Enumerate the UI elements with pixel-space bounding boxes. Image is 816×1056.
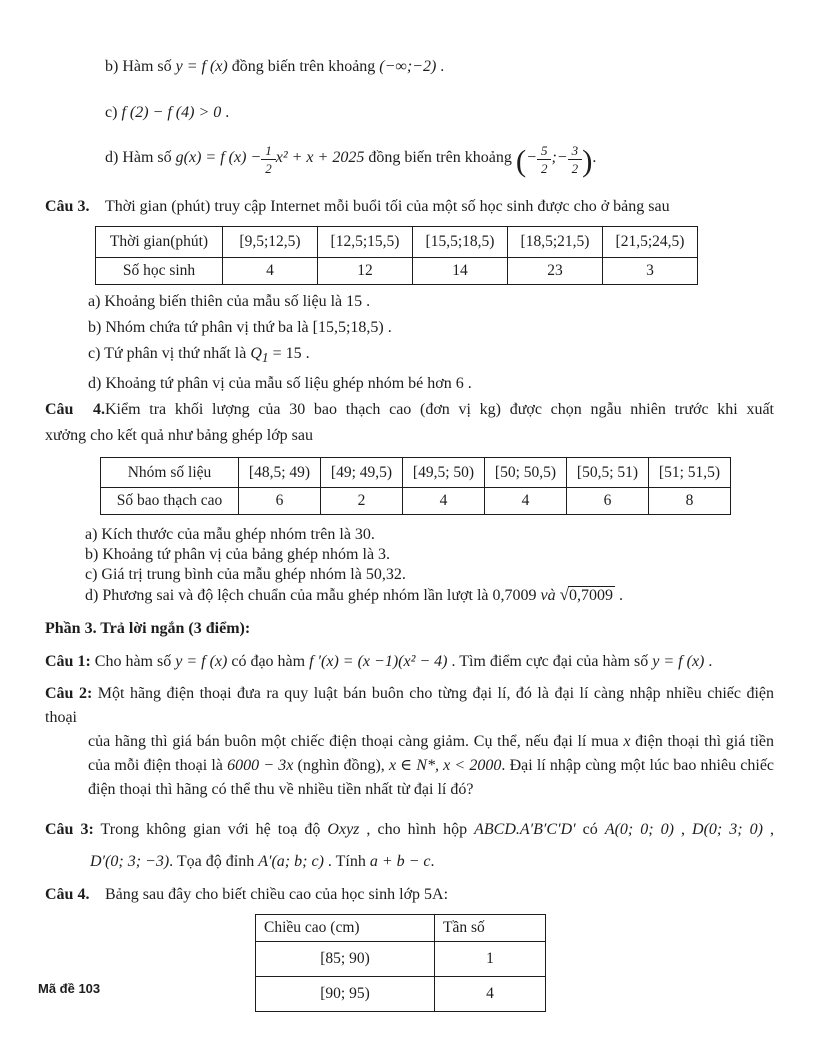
semicolon: ; xyxy=(551,149,557,166)
math-expression: y = f (x) xyxy=(175,58,228,75)
table-cell: 4 xyxy=(435,977,546,1012)
question-4-heading xyxy=(45,399,774,421)
part3-question-3 xyxy=(45,814,774,878)
close-paren: ) xyxy=(582,143,593,178)
question-3-label: Câu 3. xyxy=(45,198,90,215)
math-interval: (−∞;−2) xyxy=(379,58,437,75)
math-price-expression: 6000 − 3x xyxy=(227,757,294,775)
question-4-intro-line2: xưởng cho kết quả như bảng ghép lớp sau xyxy=(45,427,313,445)
math-point-A-prime: A′(a; b; c) xyxy=(258,853,324,871)
table-cell: [85; 90) xyxy=(256,942,435,977)
statement-2b-mid: đồng biến trên khoảng xyxy=(227,58,380,75)
part3-q4-label: Câu 4. xyxy=(45,886,90,904)
fraction-five-halves: $\frac{5}{2}$ xyxy=(537,144,552,175)
part3-q2-line1: Câu 2: Một hãng điện thoại đưa ra quy luật bán buôn cho từng đại lí, đó là đại lí càng nhập nhiều chiếc điện thoại xyxy=(45,685,774,727)
table-cell: 12 xyxy=(318,258,413,285)
part3-question-2 xyxy=(45,682,774,802)
math-point-D-prime: D′(0; 3; −3) xyxy=(90,853,170,871)
math-oxyz: Oxyz xyxy=(327,821,360,839)
math-derivative: f ′(x) = (x −1)(x² − 4) xyxy=(309,653,448,671)
math-expression: y = f (x) xyxy=(652,653,705,671)
question-4-statements xyxy=(85,525,774,606)
table-cell: 4 xyxy=(223,258,318,285)
statement-4c: c) Giá trị trung bình của mẫu ghép nhóm là 50,32. xyxy=(85,566,406,584)
math-point-A: A(0; 0; 0) xyxy=(604,821,674,839)
math-domain-condition: x ∈ N*, x < 2000 xyxy=(388,757,502,775)
table-row xyxy=(256,915,546,942)
table-row xyxy=(256,977,546,1012)
statement-2c-suffix: . xyxy=(221,104,230,121)
statement-2d-text: d) Hàm số xyxy=(105,149,176,166)
statement-4b: b) Khoảng tứ phân vị của bảng ghép nhóm là 3. xyxy=(85,546,391,564)
table-cell: 14 xyxy=(413,258,508,285)
statement-3c: c) Tứ phân vị thứ nhất là $Q_1 = 15$ . xyxy=(88,345,310,366)
math-expression: g(x) = f (x) − xyxy=(175,149,262,166)
height-frequency-table xyxy=(255,914,546,1012)
table-row-label: Số học sinh xyxy=(96,258,223,285)
table-row xyxy=(256,942,546,977)
part3-q2-label: Câu 2: xyxy=(45,685,93,703)
part3-q2-line4: điện thoại thì hãng có thể thu về nhiều tiền nhất từ đại lí đó? xyxy=(88,781,474,799)
open-paren: ( xyxy=(515,143,527,178)
table-row xyxy=(101,488,731,515)
part3-q4-intro: Bảng sau đây cho biết chiều cao của học sinh lớp 5A: xyxy=(105,886,449,904)
table-header-cell: [50; 50,5) xyxy=(485,458,567,488)
table-header-cell: [49,5; 50) xyxy=(403,458,485,488)
table-cell: 1 xyxy=(435,942,546,977)
math-expression: y = f (x) xyxy=(175,653,228,671)
part3-q2-line2: của hãng thì giá bán buôn một chiếc điện thoại càng giảm. Cụ thể, nếu đại lí mua x điện thoại thì giá tiền xyxy=(88,733,775,751)
table-header-cell: Nhóm số liệu xyxy=(101,458,239,488)
table-row xyxy=(101,458,731,488)
part3-question-1: Câu 1: Cho hàm số y = f (x) có đạo hàm f ′(x) = (x −1)(x² − 4) . Tìm điểm cực đại của hàm số y = f (x) . xyxy=(45,653,713,671)
minus-sign: − xyxy=(556,149,568,166)
table-cell: 4 xyxy=(485,488,567,515)
table-header-cell: [51; 51,5) xyxy=(649,458,731,488)
table-row xyxy=(96,227,698,258)
part3-question-4 xyxy=(45,884,774,906)
table-cell: 23 xyxy=(508,258,603,285)
question-3-intro: Thời gian (phút) truy cập Internet mỗi buổi tối của một số học sinh được cho ở bảng sau xyxy=(105,198,670,215)
table-cell: 6 xyxy=(239,488,321,515)
va-italic: và xyxy=(540,587,556,605)
statement-4d: d) Phương sai và độ lệch chuẩn của mẫu ghép nhóm lần lượt là 0,7009 và √0,7009 . xyxy=(85,585,623,605)
math-expression: x² + x + 2025 xyxy=(275,149,365,166)
table-header-cell: [21,5;24,5) xyxy=(603,227,698,258)
statement-2b xyxy=(105,56,774,78)
internet-time-frequency-table xyxy=(95,226,698,285)
table-cell: 3 xyxy=(603,258,698,285)
math-variable-x: x xyxy=(623,733,631,751)
statement-2d-mid: đồng biến trên khoảng xyxy=(364,149,516,166)
table-header-cell: [15,5;18,5) xyxy=(413,227,508,258)
table-cell: [90; 95) xyxy=(256,977,435,1012)
statement-2b-text: b) Hàm số xyxy=(105,58,176,75)
table-header-cell: [48,5; 49) xyxy=(239,458,321,488)
statement-2d xyxy=(105,138,774,178)
table-cell: 4 xyxy=(403,488,485,515)
table-row xyxy=(96,258,698,285)
table-header-cell: [9,5;12,5) xyxy=(223,227,318,258)
fraction-one-half: $\frac{1}{2}$ xyxy=(261,144,276,175)
table-cell: 6 xyxy=(567,488,649,515)
question-4-intro-line1: Kiểm tra khối lượng của 30 bao thạch cao (đơn vị kg) được chọn ngẫu nhiên trước khi xuất xyxy=(105,401,774,419)
math-point-D: D(0; 3; 0) xyxy=(692,821,763,839)
question-4-label: Câu 4. xyxy=(45,401,105,419)
table-header-cell: [18,5;21,5) xyxy=(508,227,603,258)
statement-3b: b) Nhóm chứa tứ phân vị thứ ba là [15,5;18,5) . xyxy=(88,319,392,336)
question-3-heading xyxy=(45,196,774,218)
statement-3d: d) Khoảng tứ phân vị của mẫu số liệu ghép nhóm bé hơn 6 . xyxy=(88,375,472,393)
statement-2d-suffix: . xyxy=(592,149,597,166)
statement-2b-suffix: . xyxy=(436,58,445,75)
part3-q2-line3: của mỗi điện thoại là 6000 − 3x (nghìn đồng), x ∈ N*, x < 2000. Đại lí nhập cùng một lúc bao nhiêu chiếc xyxy=(88,757,775,775)
exam-code-footer: Mã đề 103 xyxy=(38,981,101,996)
fraction-three-halves: $\frac{3}{2}$ xyxy=(568,144,583,175)
math-box-name: ABCD.A′B′C′D′ xyxy=(474,821,576,839)
table-header-cell: [49; 49,5) xyxy=(321,458,403,488)
table-header-cell: Tần số xyxy=(435,915,546,942)
table-header-cell: Chiều cao (cm) xyxy=(256,915,435,942)
minus-sign: − xyxy=(526,149,537,166)
table-header-cell: [12,5;15,5) xyxy=(318,227,413,258)
table-cell: 8 xyxy=(649,488,731,515)
statement-2c xyxy=(105,102,774,124)
part-3-heading: Phần 3. Trả lời ngắn (3 điểm): xyxy=(45,620,251,638)
math-sum-expression: a + b − c xyxy=(369,853,431,871)
statement-3a: a) Khoảng biến thiên của mẫu số liệu là 15 . xyxy=(88,293,371,310)
math-q1: $Q_1$ xyxy=(250,345,269,366)
question-3-statements xyxy=(88,289,774,397)
plaster-bag-weight-table xyxy=(100,457,731,515)
part3-q3-line2: D′(0; 3; −3). Tọa độ đỉnh A′(a; b; c) . Tính a + b − c. xyxy=(90,853,435,871)
square-root-expression: √0,7009 xyxy=(559,585,613,605)
part3-q1-label: Câu 1: xyxy=(45,653,91,671)
table-cell: 2 xyxy=(321,488,403,515)
table-header-cell: Thời gian(phút) xyxy=(96,227,223,258)
table-header-cell: [50,5; 51) xyxy=(567,458,649,488)
part3-q3-line1: Câu 3: Trong không gian với hệ toạ độ Oxyz , cho hình hộp ABCD.A′B′C′D′ có A(0; 0; 0) , D(0; 3; 0) , xyxy=(45,821,775,839)
statement-4a: a) Kích thước của mẫu ghép nhóm trên là 30. xyxy=(85,526,375,544)
table-row-label: Số bao thạch cao xyxy=(101,488,239,515)
part3-q3-label: Câu 3: xyxy=(45,821,94,839)
math-expression: f (2) − f (4) > 0 xyxy=(121,104,222,121)
statement-2c-text: c) xyxy=(105,104,122,121)
